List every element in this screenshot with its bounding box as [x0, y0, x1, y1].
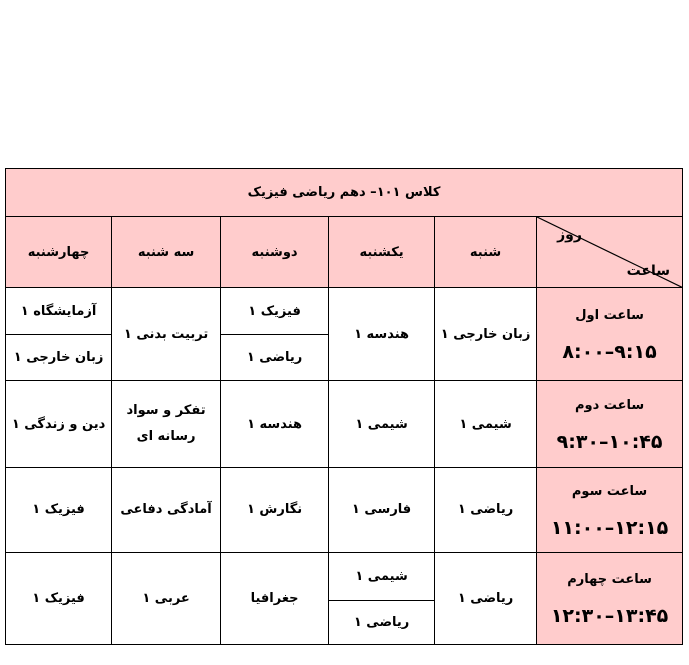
cell-p2-wed: دین و زندگی ۱: [6, 380, 112, 467]
title-row: [6, 169, 683, 217]
cell-p1-wed-b: زبان خارجی ۱: [6, 334, 112, 380]
day-header-monday: دوشنبه: [221, 217, 329, 288]
day-header-wednesday: چهارشنبه: [6, 217, 112, 288]
period-range: ۹:۳۰–۱۰:۴۵: [556, 431, 663, 454]
cell-p3-sat: ریاضی ۱: [435, 468, 537, 552]
cell-p1-tue: تربیت بدنی ۱: [112, 288, 221, 380]
period-3-time: [537, 468, 683, 552]
period-4-row-a: [6, 552, 683, 600]
cell-p1-wed-a: آزمایشگاه ۱: [6, 288, 112, 334]
cell-p1-sun: هندسه ۱: [329, 288, 435, 380]
header-row: [6, 217, 683, 288]
period-range: ۸:۰۰–۹:۱۵: [562, 341, 657, 364]
cell-p2-mon: هندسه ۱: [221, 380, 329, 467]
period-range: ۱۱:۰۰–۱۲:۱۵: [550, 516, 669, 539]
cell-p3-tue: آمادگی دفاعی: [112, 468, 221, 552]
day-header-saturday: شنبه: [435, 217, 537, 288]
cell-p2-tue: [112, 380, 221, 467]
cell-p3-wed: فیزیک ۱: [6, 468, 112, 552]
period-name: ساعت اول: [575, 308, 644, 324]
cell-p3-sun: فارسی ۱: [329, 468, 435, 552]
day-header-sunday: یکشنبه: [329, 217, 435, 288]
period-1-row-a: [6, 288, 683, 334]
cell-p2-sun: شیمی ۱: [329, 380, 435, 467]
table-title: کلاس ۱۰۱– دهم ریاضی فیزیک: [6, 169, 683, 217]
cell-p1-mon-a: فیزیک ۱: [221, 288, 329, 334]
period-2-row: [6, 380, 683, 467]
cell-p4-mon: جغرافیا: [221, 552, 329, 644]
cell-p4-tue: عربی ۱: [112, 552, 221, 644]
cell-p1-sat: زبان خارجی ۱: [435, 288, 537, 380]
corner-hour-label: ساعت: [626, 263, 671, 280]
period-range: ۱۲:۳۰–۱۳:۴۵: [550, 605, 669, 628]
corner-cell: [537, 217, 683, 288]
cell-p4-sun-b: ریاضی ۱: [329, 600, 435, 644]
period-1-time: [537, 288, 683, 380]
day-header-tuesday: سه شنبه: [112, 217, 221, 288]
cell-p2-tue-line2: رسانه ای: [136, 429, 196, 445]
period-4-time: [537, 552, 683, 644]
corner-day-label: روز: [557, 227, 582, 244]
period-name: ساعت سوم: [571, 483, 648, 499]
period-name: ساعت چهارم: [567, 572, 652, 588]
period-2-time: [537, 380, 683, 467]
cell-p4-sun-a: شیمی ۱: [329, 552, 435, 600]
cell-p4-sat: ریاضی ۱: [435, 552, 537, 644]
cell-p2-sat: شیمی ۱: [435, 380, 537, 467]
cell-p4-wed: فیزیک ۱: [6, 552, 112, 644]
class-schedule-table: [5, 168, 683, 645]
cell-p2-tue-line1: تفکر و سواد: [126, 403, 206, 419]
period-name: ساعت دوم: [575, 398, 645, 414]
cell-p1-mon-b: ریاضی ۱: [221, 334, 329, 380]
period-3-row: [6, 468, 683, 552]
cell-p3-mon: نگارش ۱: [221, 468, 329, 552]
